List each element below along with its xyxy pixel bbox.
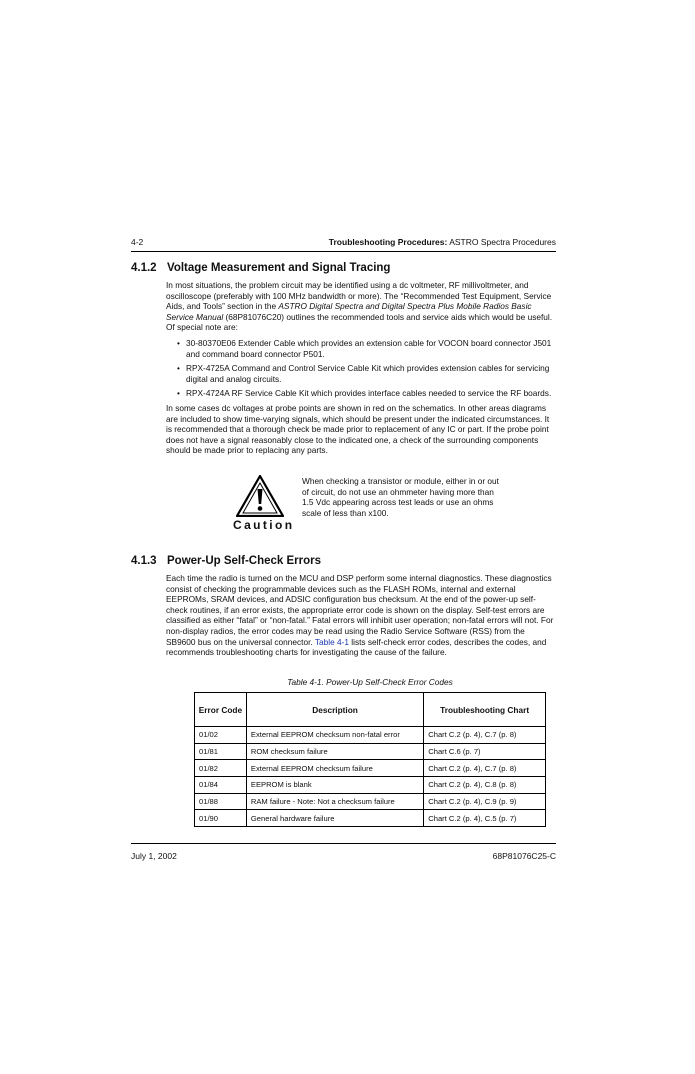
section-number: 4.1.3 xyxy=(131,555,157,567)
warning-icon xyxy=(236,475,284,517)
self-check-text-a: Each time the radio is turned on the MCU and DSP perform some internal diagnostics. These diagnostics consist of checking the programmable devices such as the FLASH ROMs, internal and external EEPROMs, SRAM devices, and ADSIC configuration bus checksum. At the end of the power-up self-check routines, if an error exists, the appropriate error code is shown on the display. Self-test errors are classified as either “fatal” or “non-fatal.” Fatal errors will inhibit user operation; non-fatal errors will not. For non-display radios, the error codes may be read using the Radio Service Software (RSS) from the SB9600 bus on the universal connector. xyxy=(166,573,554,647)
intro-text-a: In most situations, the problem circuit may be identified using a dc voltmeter, RF millivoltmeter, and oscilloscope (preferably with 100 MHz bandwidth or more). The “Recommended Test Equipment, Service Aids, and Tools” section in the xyxy=(166,280,552,312)
chart-cell: Chart C.6 (p. 7) xyxy=(424,743,546,760)
footer-rule xyxy=(131,843,556,844)
error-code-cell: 01/88 xyxy=(195,793,247,810)
special-note-list xyxy=(166,338,556,399)
list-item: • 30-80370E06 Extender Cable which provides an extension cable for VOCON board connector J501 and command board connector P501. xyxy=(166,338,556,359)
error-code-table xyxy=(194,692,546,827)
section-heading-4-1-3 xyxy=(131,555,321,567)
table-row xyxy=(195,760,546,777)
description-cell: EEPROM is blank xyxy=(246,777,423,794)
section-heading-4-1-2 xyxy=(131,262,390,274)
running-header xyxy=(329,237,556,247)
running-header-section: Troubleshooting Procedures: xyxy=(328,237,448,247)
chart-cell: Chart C.2 (p. 4), C.8 (p. 8) xyxy=(424,777,546,794)
table-caption: Table 4-1. Power-Up Self-Check Error Codes xyxy=(287,677,453,687)
column-header-description: Description xyxy=(246,693,423,727)
header-rule xyxy=(131,251,556,252)
manual-title: ASTRO Digital Spectra and Digital Spectra Plus Mobile Radios Basic Service Manual xyxy=(166,301,532,322)
error-code-cell: 01/81 xyxy=(195,743,247,760)
running-header-chapter: ASTRO Spectra Procedures xyxy=(447,237,556,247)
section-4-1-3-body xyxy=(166,573,556,658)
chart-cell: Chart C.2 (p. 4), C.7 (p. 8) xyxy=(424,727,546,744)
table-row xyxy=(195,793,546,810)
self-check-text-b: lists self-check error codes, describes the codes, and recommends troubleshooting charts for investigating the cause of the failure. xyxy=(166,636,547,658)
table-row xyxy=(195,810,546,827)
description-cell: External EEPROM checksum failure xyxy=(246,760,423,777)
probe-points-paragraph: In some cases dc voltages at probe points are shown in red on the schematics. In other areas diagrams are included to show time-varying signals, which should be present under the indicated circumstances. It is recommended that a thorough check be made prior to replacement of any IC or part. If the probe point does not have a signal reasonably close to the indicated one, a check of the surrounding components should be made prior to replacing any parts. xyxy=(166,402,550,456)
table-row xyxy=(195,727,546,744)
error-code-cell: 01/90 xyxy=(195,810,247,827)
page-number: 4-2 xyxy=(131,237,144,247)
table-row xyxy=(195,777,546,794)
footer-doc-number: 68P81076C25-C xyxy=(492,851,556,861)
footer-date: July 1, 2002 xyxy=(131,851,177,861)
description-cell: RAM failure - Note: Not a checksum failure xyxy=(246,793,423,810)
intro-text-b: (68P81076C20) outlines the recommended tools and service aids which would be useful. Of special note are: xyxy=(166,311,553,333)
caution-label: Caution xyxy=(233,518,295,532)
section-4-1-2-body xyxy=(166,280,556,456)
section-title: Power-Up Self-Check Errors xyxy=(167,555,322,567)
error-code-cell: 01/84 xyxy=(195,777,247,794)
error-code-cell: 01/02 xyxy=(195,727,247,744)
self-check-paragraph xyxy=(166,573,556,658)
column-header-troubleshooting-chart: Troubleshooting Chart xyxy=(424,693,546,727)
table-header-row xyxy=(195,693,546,727)
list-item: • RPX-4724A RF Service Cable Kit which provides interface cables needed to service the RF boards. xyxy=(166,388,556,399)
error-code-cell: 01/82 xyxy=(195,760,247,777)
intro-paragraph xyxy=(166,280,556,333)
chart-cell: Chart C.2 (p. 4), C.5 (p. 7) xyxy=(424,810,546,827)
caution-text: When checking a transistor or module, either in or out of circuit, do not use an ohmmeter having more than 1.5 Vdc appearing across test leads or use an ohms scale of less than x100. xyxy=(302,476,499,518)
list-item: • RPX-4725A Command and Control Service Cable Kit which provides extension cables for servicing digital and analog circuits. xyxy=(166,363,556,384)
table-4-1-link[interactable]: Table 4-1 xyxy=(314,636,349,647)
column-header-error-code: Error Code xyxy=(195,693,247,727)
description-cell: ROM checksum failure xyxy=(246,743,423,760)
chart-cell: Chart C.2 (p. 4), C.7 (p. 8) xyxy=(424,760,546,777)
description-cell: General hardware failure xyxy=(246,810,423,827)
section-number: 4.1.2 xyxy=(131,262,157,274)
chart-cell: Chart C.2 (p. 4), C.9 (p. 9) xyxy=(424,793,546,810)
section-title: Voltage Measurement and Signal Tracing xyxy=(167,262,391,274)
description-cell: External EEPROM checksum non-fatal error xyxy=(246,727,423,744)
table-row xyxy=(195,743,546,760)
